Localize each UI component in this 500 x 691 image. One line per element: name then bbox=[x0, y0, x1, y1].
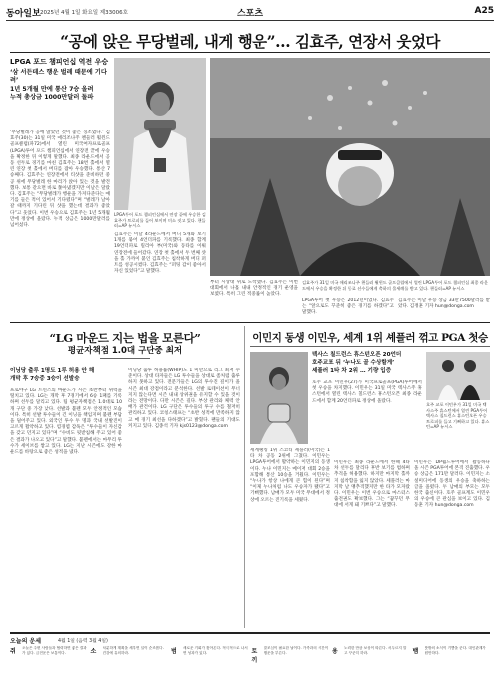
lee-siblings-photo bbox=[426, 352, 490, 400]
lee-headline: 이민지 동생 이민우, 세계 1위 셰플러 꺾고 PGA 첫승 bbox=[252, 332, 488, 344]
lead-kicker: LPGA 포드 챔피언십 역전 우승 bbox=[10, 58, 109, 66]
fortune-animal-rat: 쥐 bbox=[10, 648, 16, 655]
lee-photo-caption: 호주 교포 이민우가 31일 미국 텍사스주 휴스턴에서 열린 PGA투어 텍사스 칠드런스 휴스턴오픈 우승 트로피를 들고 기뻐하고 있다. 휴스턴=AP 뉴시스 bbox=[426, 402, 490, 430]
lead-kicker-block bbox=[10, 58, 110, 103]
lg-kicker: 이닝당 출루 1명도 1루 허용 안 해 bbox=[10, 368, 95, 374]
lg-body-col2: 이닝당 출루 허용률(WHIP)도 1 미만으로 리그 최저 수준이다. 상대 타자들은 LG 투수들을 상대로 좀처럼 출루하지 못하고 있다. 전문가들은 LG의 투수진 깊이가 올 시즌 최대 강점이라고 분석한다. 선발 로테이션이 무너지지 않는다면 시즌 내내 상위권을 유지할 수 있을 것이라는 전망이다. 다만 시즌은 길다. 부상 관리와 체력 안배가 관건이다. LG 구단은 투수들의 투구 수를 철저히 관리하고 있다. 코칭스태프는 “초반 성적에 만족하지 않고 매 경기 최선을 다하겠다”고 밝혔다. 팬들의 기대도 커지고 있다. 김종석 기자 kjs0123@donga.com bbox=[128, 368, 240, 429]
lead-byline: 김정훈 기자 hun@donga.com bbox=[409, 304, 474, 310]
lee-body-col3: 이민우는 최종 라운드에서 한때 4타 차 선두를 달리다 후반 보기를 범하며 추격을 허용했다. 하지만 마지막 홀까지 침착함을 잃지 않았다. 셰플러는 마지막 날 맹추격했지만 한 타가 모자랐다. 이민우는 이번 우승으로 마스터스 출전권도 확보했다. 그는 “꿈꾸던 무대에 서게 돼 기쁘다”고 말했다. bbox=[334, 460, 410, 509]
lg-subhead-rule bbox=[100, 358, 150, 359]
fortune-text: 말조심이 필요한 날이다. 가족과의 시간이 행운을 부른다. bbox=[263, 646, 329, 655]
headline-rule bbox=[10, 52, 490, 53]
lee-headline-rule bbox=[250, 346, 490, 347]
fortune-top-rule bbox=[10, 632, 490, 634]
lee-byline: 김동훈 기자 hun@donga.com bbox=[414, 497, 490, 509]
fortune-animal-dragon: 용 bbox=[332, 648, 338, 655]
masthead bbox=[6, 4, 494, 21]
fortune-cell bbox=[252, 646, 330, 686]
lee-body-col1: 호주 교포 이민우(27)가 미국프로골프(PGA)투어에서 첫 우승을 차지했다. 이민우는 31일 미국 텍사스주 휴스턴에서 열린 텍사스 칠드런스 휴스턴오픈 최종 라운드에서 합계 20언더파로 정상에 올랐다. bbox=[312, 380, 422, 404]
page-number: A25 bbox=[474, 6, 494, 16]
lee-trophy-photo bbox=[250, 352, 308, 444]
lead-body-col1: ‘무당벌레가 공에 앉았던 것이 좋은 징조였다.’ 김효주(30)는 31일 미국 애리조나주 챈들러 휠윈드 골프클럽(파72)에서 열린 미국여자프로골프(LPGA)투어 포드 챔피언십에서 연장전 끝에 우승을 확정한 뒤 이렇게 말했다. 최종 라운드에서 공동 선두로 경기를 마친 김효주는 18번 홀에서 열린 연장 첫 홀에서 버디를 잡아 우승했다. 통산 7승째다. 김효주는 연장전에서 티샷을 준비하던 중 공 위에 무당벌레 한 마리가 앉아 있는 것을 발견했다. 보통 같으면 바로 쫓아냈겠지만 이날은 달랐다. 김효주는 “무당벌레가 행운을 가져다준다는 얘기를 들은 적이 있어서 기다렸다”며 “벌레가 날아갈 때까지 기다린 뒤 샷을 했는데 결과가 좋았다”고 웃었다. 이번 우승으로 김효주는 1년 5개월 만에 정상에 올랐다. 누적 상금은 1000만달러를 넘어섰다. bbox=[10, 130, 110, 229]
lee-kicker-3: 셰플러 1타 차 2위 … 기량 입증 bbox=[312, 368, 392, 374]
lead-subhead-1: ‘삼 서든데스 행운 벌레 때문에 기다려’ bbox=[10, 69, 107, 85]
lg-body-col1: 프로야구 LG 트윈스의 마운드가 시즌 초반부터 위력을 떨치고 있다. LG는 개막 후 7경기에서 6승 1패를 기록하며 선두를 달리고 있다. 팀 평균자책점은 1.0대로 10개 구단 중 가장 낮다. 선발과 불펜 모두 안정적인 모습이다. 특히 선발 투수들이 긴 이닝을 책임지며 불펜 부담을 덜어주고 있다. 외국인 투수 두 명과 국내 선발진이 고르게 활약하고 있다. 염경엽 감독은 “투수들이 자신감을 갖고 던지고 있다”며 “수비도 뒷받침해 주고 있어 좋은 결과가 나오고 있다”고 말했다. 불펜에서는 마무리 투수가 세이브를 쌓고 있다. LG는 지난 시즌에도 강한 마운드를 바탕으로 좋은 성적을 냈다. bbox=[10, 388, 122, 456]
fortune-cell bbox=[171, 646, 249, 686]
trophy-photo-caption: LPGA투어 포드 챔피언십에서 연장 끝에 우승한 김효주가 트로피를 들어 보이며 미소 짓고 있다. 챈들러=AP 뉴시스 bbox=[114, 212, 206, 229]
lg-headline: “LG 마운드 지는 법을 모른다” bbox=[49, 331, 201, 345]
lee-siblings-photo-art bbox=[426, 352, 490, 400]
lee-kicker-2: 호주교포 뒤 ‘누나도 골 수상할게’ bbox=[312, 360, 395, 366]
fortune-text: 노력한 만큼 보상이 따른다. 서두르지 말고 꾸준히 하라. bbox=[344, 646, 407, 655]
fortune-text: 새로운 기회가 찾아온다. 적극적으로 나서면 성과가 있다. bbox=[183, 646, 248, 655]
lee-kicker: 텍사스 칠드런스 휴스턴오픈 20언더 bbox=[312, 352, 402, 358]
issue-date: 2025년 4월 1일 화요일 제33006호 bbox=[40, 10, 128, 16]
column-divider bbox=[244, 326, 245, 628]
lead-body-col5: 김효주는 이날 우승 상금 33만7500달러를 받았다. 김정훈 기자 hun@donga.com bbox=[398, 298, 490, 310]
celebration-photo-caption: 김효주가 31일 미국 애리조나주 챈들러 휠윈드 골프클럽에서 열린 LPGA투어 포드 챔피언십 최종 라운드에서 우승을 확정한 뒤 동료 선수들에게 축하의 물세례를 받고 있다. 챈들러=AP 뉴시스 bbox=[302, 280, 488, 291]
section-name: 스포츠 bbox=[236, 9, 264, 19]
lead-headline: “공에 앉은 무당벌레, 내게 행운”… 김효주, 연장서 웃었다 bbox=[60, 32, 440, 51]
fortune-date: 4월 1일 (음력 3월 4일) bbox=[58, 639, 108, 644]
celebration-photo bbox=[210, 58, 490, 276]
fortune-cell bbox=[413, 646, 491, 686]
lg-byline: 김종석 기자 kjs0123@donga.com bbox=[154, 423, 228, 429]
fortune-text: 뜻밖의 소식이 기쁨을 준다. 대인관계가 원만하다. bbox=[424, 646, 486, 655]
lg-kicker-2: 개막 후 7승중 3승이 선발승 bbox=[10, 376, 80, 382]
lead-body-col3: 부터 시상대 위로 도착했다. 김효주는 이번 대회에서 나흘 내내 안정적인 경기 운영을 보였다. 특히 그린 적중률이 높았다. bbox=[210, 280, 298, 298]
newspaper-logo: 동아일보 bbox=[6, 9, 41, 19]
lead-body-col2: 김효주는 이날 4라운드에서 버디 5개와 보기 1개를 묶어 4언더파를 기록했다. 최종 합계 19언더파로 릴리아 부(미국)와 동타를 이뤄 연장전에 들어갔다. 연장 첫 홀에서 두 번째 샷을 홀 가까이 붙인 김효주는 침착하게 버디 퍼트를 성공시켰다. 김효주는 “퍼팅 감이 좋아서 자신 있었다”고 말했다. bbox=[114, 232, 206, 275]
fortune-cell bbox=[332, 646, 410, 686]
fortune-animal-ox: 소 bbox=[90, 648, 97, 655]
fortune-text: 차분하게 계획을 세우면 일이 순조롭다. 건강에 유의하라. bbox=[102, 646, 164, 655]
lee-body-col2: 세계랭킹 1위 스코티 셰플러(미국)는 1타 차 공동 2위에 그쳤다. 이민우는 LPGA투어에서 활약하는 이민지의 동생이다. 누나 이민지는 메이저 대회 2승을 포함해 통산 10승을 거뒀다. 이민우는 “누나가 항상 나에게 큰 힘이 된다”며 “이제 누나처럼 나도 우승자가 됐다”고 기뻐했다. 남매가 모두 미국 무대에서 정상에 오르는 진기록을 세웠다. bbox=[250, 448, 330, 503]
lead-body-col4: LPGA투어 첫 우승은 2012년이었다. 김효주는 “앞으로도 꾸준히 좋은 경기를 하겠다”고 말했다. bbox=[302, 298, 394, 316]
lg-subhead: 평균자책점 1.0대 구단중 최저 bbox=[67, 346, 183, 356]
lead-subhead-2: 1년 5개월 만에 통산 7승 올려 bbox=[10, 85, 94, 93]
celebration-photo-art bbox=[210, 58, 490, 276]
lee-body-col4: 이민우는 DP월드투어에서 활동하다 올 시즌 PGA투어에 본격 진출했다. 우승 상금은 171만 달러다. 이민지는 소셜미디어에 동생의 우승을 축하하는 글을 올렸다. 두 남매의 부모는 모두 한국 출신이다. 호주 골프계도 이민우의 우승에 큰 관심을 보이고 있다. 김동훈 기자 hun@donga.com bbox=[414, 460, 490, 509]
fortune-grid bbox=[10, 646, 490, 686]
lee-trophy-photo-art bbox=[250, 352, 308, 444]
trophy-photo-art bbox=[114, 58, 206, 210]
fortune-animal-rabbit: 토끼 bbox=[251, 648, 258, 664]
fortune-animal-tiger: 범 bbox=[171, 648, 177, 655]
fortune-cell bbox=[91, 646, 169, 686]
section-divider bbox=[10, 322, 490, 323]
fortune-animal-snake: 뱀 bbox=[412, 648, 419, 655]
trophy-photo bbox=[114, 58, 206, 210]
fortune-title: 오늘의 운세 bbox=[10, 638, 42, 645]
fortune-text: 오늘은 주변 사람들과 협력하면 좋은 결과가 있다. 금전운은 보통이다. bbox=[22, 646, 87, 655]
fortune-cell bbox=[10, 646, 88, 686]
lead-subhead-3: 누적 총상금 1000만달러 돌파 bbox=[10, 94, 94, 102]
